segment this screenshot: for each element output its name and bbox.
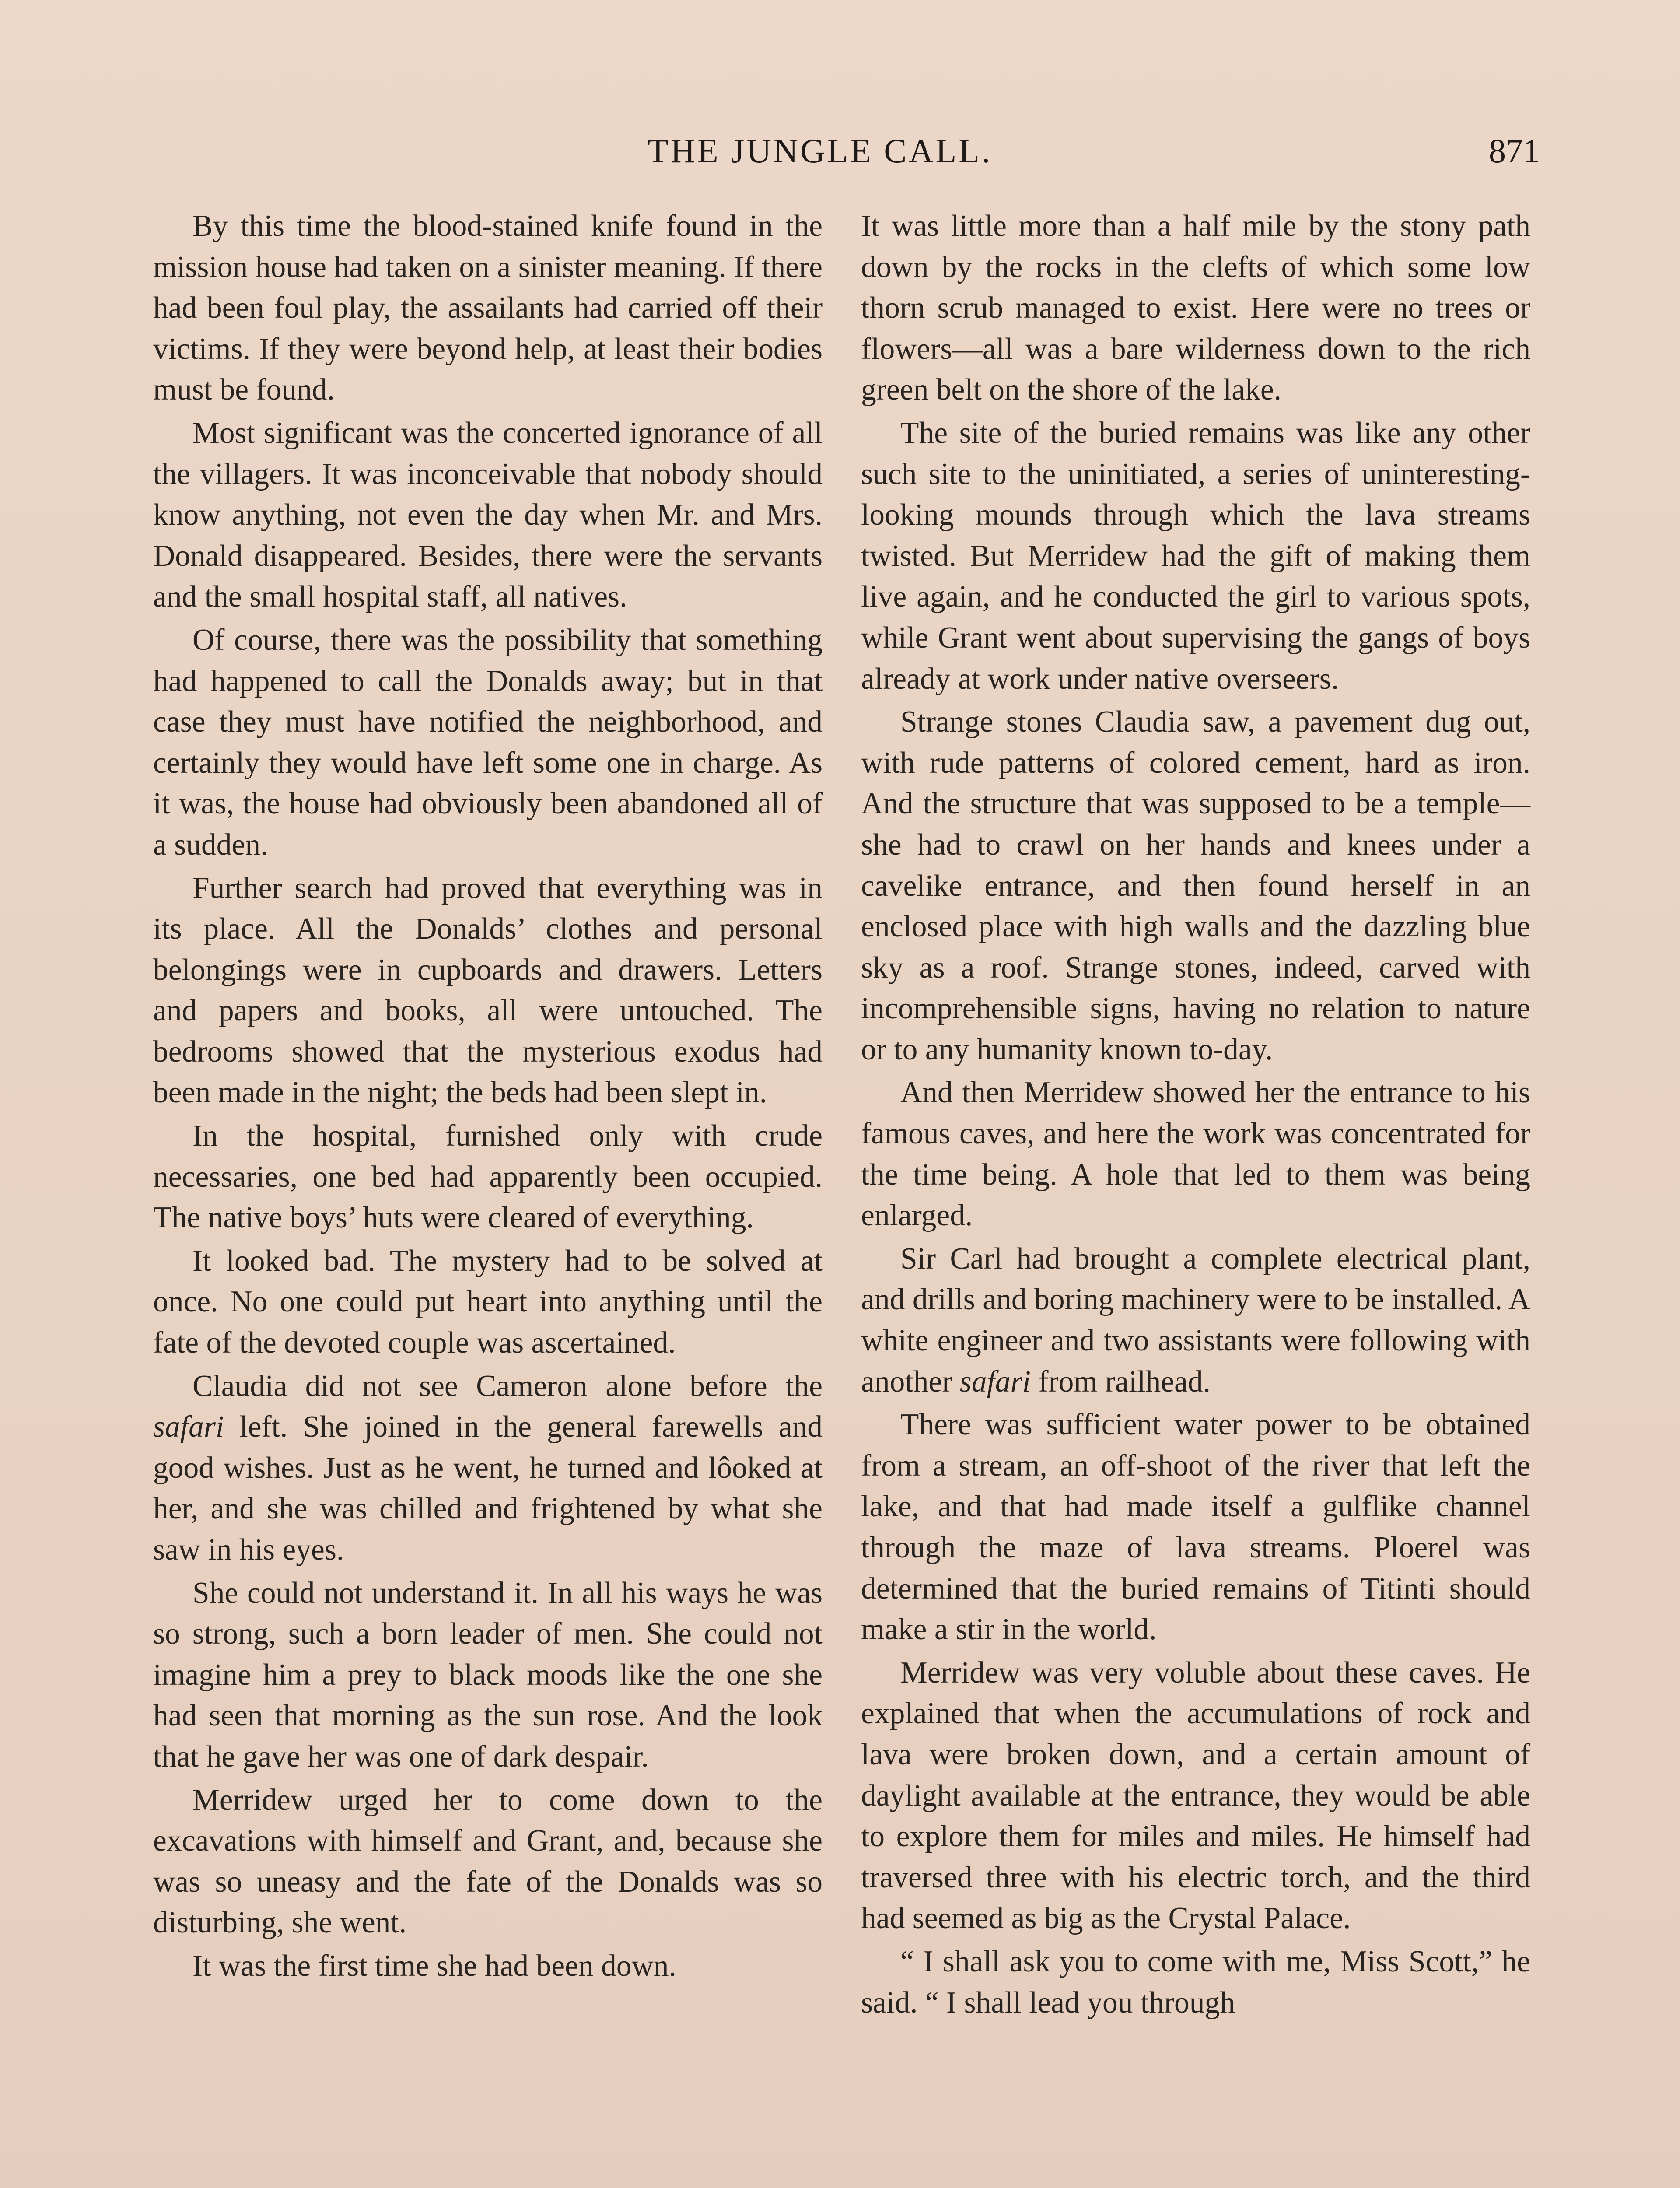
paragraph: “ I shall ask you to come with me, Miss Scott,” he said. “ I shall lead you through (861, 1944, 1530, 2020)
paragraph (153, 1366, 822, 1571)
paragraph: The site of the buried remains was like any other such site to the uninitiated, a series of uninteresting-looking mounds through which the lava streams twisted. But Merridew had the gift of making them live again, and he conducted the girl to various spots, while Grant went about supervising the gangs of boys already at work under native overseers. (861, 416, 1530, 696)
paragraph-text: Claudia did not see Cameron alone before the (192, 1369, 822, 1403)
paragraph: Merridew urged her to come down to the excavations with himself and Grant, and, because she was so uneasy and the fate of the Donalds was so disturbing, she went. (153, 1783, 822, 1940)
paragraph: Merridew was very voluble about these caves. He explained that when the accumulations of rock and lava were broken down, and a certain amount of daylight available at the entrance, they would be able to explore them for miles and miles. He himself had traversed three with his electric torch, and the third had seemed as big as the Crystal Palace. (861, 1655, 1530, 1936)
left-column (153, 206, 822, 1987)
paragraph: And then Merridew showed her the entrance to his famous caves, and here the work was concentrated for the time being. A hole that led to them was being enlarged. (861, 1076, 1530, 1233)
paragraph-text: left. She joined in the general farewells and good wishes. Just as he went, he turned and lôoked at her, and she was chilled and frightened by what she saw in his eyes. (153, 1410, 822, 1567)
paragraph: Strange stones Claudia saw, a pavement dug out, with rude patterns of colored cement, hard as iron. And the structure that was supposed to be a temple—she had to crawl on her hands and knees under a cavelike entrance, and then found herself in an enclosed place with high walls and the dazzling blue sky as a roof. Strange stones, indeed, carved with incomprehensible signs, having no relation to nature or to any humanity known to-day. (861, 705, 1530, 1066)
paragraph: Further search had proved that everything was in its place. All the Donalds’ clothes and personal belongings were in cupboards and drawers. Letters and papers and books, all were untouched. The bedrooms showed that the mysterious exodus had been made in the night; the beds had been slept in. (153, 871, 822, 1110)
italic-word: safari (153, 1410, 224, 1444)
paragraph-text: Sir Carl had brought a complete electrical plant, and drills and boring machinery were to be installed. A white engineer and two assistants were following with another (861, 1241, 1530, 1399)
right-column (861, 206, 1530, 2023)
running-head: THE JUNGLE CALL. (648, 132, 993, 170)
paragraph: It looked bad. The mystery had to be solved at once. No one could put heart into anything until the fate of the devoted couple was ascertained. (153, 1244, 822, 1360)
paragraph: She could not understand it. In all his ways he was so strong, such a born leader of men. She could not imagine him a prey to black moods like the one she had seen that morning as the sun rose. And the look that he gave her was one of dark despair. (153, 1576, 822, 1774)
paragraph: It was little more than a half mile by the stony path down by the rocks in the clefts of which some low thorn scrub managed to exist. Here were no trees or flowers—all was a bare wilderness down to the rich green belt on the shore of the lake. (861, 209, 1530, 407)
page-header (149, 131, 1540, 188)
paragraph: By this time the blood-stained knife found in the mission house had taken on a sinister meaning. If there had been foul play, the assailants had carried off their victims. If they were beyond help, at least their bodies must be found. (153, 209, 822, 407)
paragraph-text: from railhead. (1031, 1364, 1211, 1399)
italic-word: safari (959, 1364, 1031, 1399)
paragraph: Of course, there was the possibility that something had happened to call the Donalds away; but in that case they must have notified the neighborhood, and certainly they would have left some one in charge. As it was, the house had obviously been abandoned all of a sudden. (153, 623, 822, 862)
paragraph: Most significant was the concerted ignorance of all the villagers. It was inconceivable that nobody should know anything, not even the day when Mr. and Mrs. Donald disappeared. Besides, there were the servants and the small hospital staff, all natives. (153, 416, 822, 614)
page-number: 871 (1489, 132, 1540, 170)
paragraph: There was sufficient water power to be obtained from a stream, an off-shoot of the river that left the lake, and that had made itself a gulflike channel through the maze of lava streams. Ploerel was determined that the buried remains of Titinti should make a stir in the world. (861, 1408, 1530, 1647)
paragraph (861, 1238, 1530, 1402)
paragraph: In the hospital, furnished only with crude necessaries, one bed had apparently been occupied. The native boys’ huts were cleared of everything. (153, 1119, 822, 1235)
paragraph: It was the first time she had been down. (192, 1949, 676, 1983)
